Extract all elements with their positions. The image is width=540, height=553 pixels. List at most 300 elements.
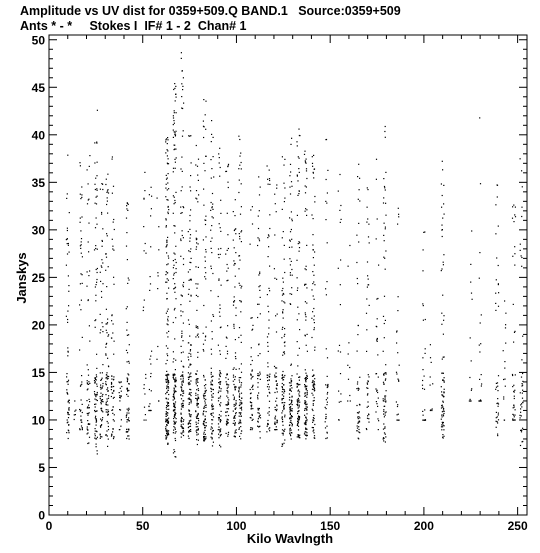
data-point <box>349 245 350 246</box>
data-point <box>226 404 227 405</box>
data-point <box>167 336 168 337</box>
data-point <box>196 246 197 247</box>
data-point <box>495 233 496 234</box>
data-point <box>112 246 113 247</box>
data-point <box>213 397 214 398</box>
data-point <box>503 350 504 351</box>
data-point <box>304 410 305 411</box>
data-point <box>173 267 174 268</box>
data-point <box>239 397 240 398</box>
data-point <box>504 300 505 301</box>
data-point <box>259 273 260 274</box>
data-point <box>143 226 144 227</box>
data-point <box>190 262 191 263</box>
data-point <box>158 249 159 250</box>
data-point <box>106 372 107 373</box>
data-point <box>239 255 240 256</box>
data-point <box>126 350 127 351</box>
data-point <box>218 392 219 393</box>
data-point <box>196 190 197 191</box>
data-point <box>94 380 95 381</box>
data-point <box>198 403 199 404</box>
data-point <box>119 392 120 393</box>
data-point <box>227 351 228 352</box>
data-point <box>313 295 314 296</box>
data-point <box>325 384 326 385</box>
data-point <box>268 234 269 235</box>
data-point <box>267 165 268 166</box>
data-point <box>198 407 199 408</box>
data-point <box>205 434 206 435</box>
data-point <box>174 110 175 111</box>
data-point <box>366 313 367 314</box>
data-point <box>312 380 313 381</box>
data-point <box>356 262 357 263</box>
data-point <box>312 163 313 164</box>
data-point <box>181 190 182 191</box>
data-point <box>67 355 68 356</box>
data-point <box>175 162 176 163</box>
data-point <box>442 401 443 402</box>
data-point <box>238 390 239 391</box>
data-point <box>167 200 168 201</box>
data-point <box>275 367 276 368</box>
data-point <box>472 299 473 300</box>
data-point <box>211 252 212 253</box>
data-point <box>444 214 445 215</box>
data-point <box>276 388 277 389</box>
data-point <box>167 272 168 273</box>
data-point <box>166 219 167 220</box>
data-point <box>292 408 293 409</box>
data-point <box>150 283 151 284</box>
data-point <box>205 261 206 262</box>
data-point <box>105 253 106 254</box>
data-point <box>239 387 240 388</box>
data-point <box>276 367 277 368</box>
data-point <box>284 334 285 335</box>
data-point <box>444 356 445 357</box>
data-point <box>219 445 220 446</box>
data-point <box>182 212 183 213</box>
data-point <box>299 172 300 173</box>
data-point <box>82 274 83 275</box>
data-point <box>250 318 251 319</box>
data-point <box>96 374 97 375</box>
data-point <box>189 392 190 393</box>
data-point <box>313 218 314 219</box>
data-point <box>292 416 293 417</box>
data-point <box>366 298 367 299</box>
data-point <box>94 249 95 250</box>
data-point <box>189 420 190 421</box>
data-point <box>168 263 169 264</box>
data-point <box>126 246 127 247</box>
data-point <box>144 420 145 421</box>
data-point <box>67 351 68 352</box>
data-point <box>276 420 277 421</box>
data-point <box>106 179 107 180</box>
data-point <box>227 422 228 423</box>
data-point <box>165 282 166 283</box>
data-point <box>233 260 234 261</box>
data-point <box>470 337 471 338</box>
data-point <box>327 437 328 438</box>
data-point <box>168 382 169 383</box>
data-point <box>126 429 127 430</box>
data-point <box>111 410 112 411</box>
data-point <box>357 381 358 382</box>
data-point <box>443 264 444 265</box>
data-point <box>313 415 314 416</box>
data-point <box>290 144 291 145</box>
data-point <box>282 209 283 210</box>
data-point <box>291 239 292 240</box>
data-point <box>481 314 482 315</box>
data-point <box>108 411 109 412</box>
data-point <box>284 429 285 430</box>
data-point <box>239 399 240 400</box>
data-point <box>442 434 443 435</box>
data-point <box>291 229 292 230</box>
data-point <box>443 315 444 316</box>
data-point <box>281 412 282 413</box>
data-point <box>96 444 97 445</box>
data-point <box>100 385 101 386</box>
data-point <box>307 334 308 335</box>
data-point <box>235 358 236 359</box>
data-point <box>181 389 182 390</box>
data-point <box>181 331 182 332</box>
data-point <box>443 429 444 430</box>
data-point <box>175 168 176 169</box>
data-point <box>218 254 219 255</box>
data-point <box>205 395 206 396</box>
data-point <box>290 420 291 421</box>
data-point <box>206 156 207 157</box>
data-point <box>96 203 97 204</box>
data-point <box>166 407 167 408</box>
data-point <box>239 412 240 413</box>
data-point <box>220 167 221 168</box>
data-point <box>188 427 189 428</box>
data-point <box>219 414 220 415</box>
data-point <box>95 189 96 190</box>
data-point <box>112 159 113 160</box>
data-point <box>190 426 191 427</box>
data-point <box>168 163 169 164</box>
data-point <box>358 416 359 417</box>
data-point <box>385 215 386 216</box>
data-point <box>211 437 212 438</box>
data-point <box>367 287 368 288</box>
data-point <box>67 393 68 394</box>
data-point <box>384 186 385 187</box>
data-point <box>211 397 212 398</box>
data-point <box>252 376 253 377</box>
data-point <box>212 384 213 385</box>
data-point <box>181 96 182 97</box>
data-point <box>81 375 82 376</box>
data-point <box>167 139 168 140</box>
data-point <box>442 195 443 196</box>
data-point <box>114 414 115 415</box>
data-point <box>175 423 176 424</box>
data-point <box>496 412 497 413</box>
data-point <box>276 376 277 377</box>
data-point <box>82 283 83 284</box>
data-point <box>205 249 206 250</box>
data-point <box>168 380 169 381</box>
data-point <box>304 408 305 409</box>
data-point <box>181 437 182 438</box>
data-point <box>306 287 307 288</box>
data-point <box>240 414 241 415</box>
data-point <box>235 422 236 423</box>
data-point <box>325 421 326 422</box>
data-point <box>127 335 128 336</box>
data-point <box>326 203 327 204</box>
data-point <box>504 420 505 421</box>
data-point <box>234 215 235 216</box>
data-point <box>108 423 109 424</box>
data-point <box>196 422 197 423</box>
data-point <box>205 436 206 437</box>
data-point <box>95 395 96 396</box>
data-point <box>305 320 306 321</box>
data-point <box>168 258 169 259</box>
data-point <box>282 329 283 330</box>
data-point <box>108 266 109 267</box>
data-point <box>284 302 285 303</box>
data-point <box>66 389 67 390</box>
data-point <box>145 420 146 421</box>
data-point <box>443 415 444 416</box>
data-point <box>175 377 176 378</box>
data-point <box>396 373 397 374</box>
data-point <box>441 391 442 392</box>
data-point <box>168 331 169 332</box>
data-point <box>189 376 190 377</box>
data-point <box>235 376 236 377</box>
data-point <box>228 415 229 416</box>
data-point <box>504 361 505 362</box>
data-point <box>219 378 220 379</box>
data-point <box>113 436 114 437</box>
data-point <box>479 400 480 401</box>
data-point <box>398 296 399 297</box>
data-point <box>218 280 219 281</box>
data-point <box>441 426 442 427</box>
data-point <box>174 159 175 160</box>
data-point <box>284 159 285 160</box>
data-point <box>168 423 169 424</box>
data-point <box>211 268 212 269</box>
data-point <box>165 188 166 189</box>
data-point <box>180 304 181 305</box>
data-point <box>235 199 236 200</box>
data-point <box>512 206 513 207</box>
data-point <box>173 361 174 362</box>
data-point <box>520 250 521 251</box>
data-point <box>505 327 506 328</box>
data-point <box>367 415 368 416</box>
data-point <box>203 376 204 377</box>
data-point <box>396 420 397 421</box>
data-point <box>79 304 80 305</box>
data-point <box>95 227 96 228</box>
data-point <box>227 391 228 392</box>
data-point <box>173 421 174 422</box>
data-point <box>198 180 199 181</box>
y-axis-label: Janskys <box>14 252 29 304</box>
data-point <box>87 413 88 414</box>
data-point <box>95 406 96 407</box>
data-point <box>113 428 114 429</box>
data-point <box>149 410 150 411</box>
data-point <box>384 240 385 241</box>
data-point <box>94 410 95 411</box>
data-point <box>251 347 252 348</box>
data-point <box>368 422 369 423</box>
data-point <box>340 373 341 374</box>
data-point <box>67 422 68 423</box>
data-point <box>211 320 212 321</box>
data-point <box>188 359 189 360</box>
data-point <box>168 158 169 159</box>
data-point <box>368 374 369 375</box>
data-point <box>174 427 175 428</box>
data-point <box>166 252 167 253</box>
data-point <box>189 431 190 432</box>
data-point <box>167 319 168 320</box>
data-point <box>100 332 101 333</box>
data-point <box>167 355 168 356</box>
data-point <box>359 411 360 412</box>
data-point <box>359 421 360 422</box>
data-point <box>158 226 159 227</box>
data-point <box>327 402 328 403</box>
data-point <box>105 270 106 271</box>
data-point <box>383 235 384 236</box>
data-point <box>235 389 236 390</box>
data-point <box>97 453 98 454</box>
data-point <box>443 185 444 186</box>
data-point <box>190 251 191 252</box>
data-point <box>443 437 444 438</box>
data-point <box>430 410 431 411</box>
data-point <box>383 411 384 412</box>
data-point <box>173 390 174 391</box>
data-point <box>282 355 283 356</box>
data-point <box>182 374 183 375</box>
data-point <box>68 417 69 418</box>
data-point <box>212 216 213 217</box>
data-point <box>239 436 240 437</box>
data-point <box>233 240 234 241</box>
data-point <box>299 395 300 396</box>
data-point <box>226 271 227 272</box>
data-point <box>181 426 182 427</box>
data-point <box>234 379 235 380</box>
data-point <box>183 393 184 394</box>
data-point <box>203 436 204 437</box>
data-point <box>220 391 221 392</box>
data-point <box>398 208 399 209</box>
data-point <box>225 412 226 413</box>
data-point <box>205 267 206 268</box>
data-point <box>340 259 341 260</box>
data-point <box>151 208 152 209</box>
data-point <box>126 388 127 389</box>
data-point <box>114 420 115 421</box>
data-point <box>68 245 69 246</box>
data-point <box>183 103 184 104</box>
data-point <box>269 407 270 408</box>
data-point <box>512 218 513 219</box>
data-point <box>181 386 182 387</box>
data-point <box>106 204 107 205</box>
data-point <box>366 351 367 352</box>
data-point <box>190 209 191 210</box>
data-point <box>191 402 192 403</box>
data-point <box>102 372 103 373</box>
data-point <box>107 404 108 405</box>
data-point <box>88 183 89 184</box>
data-point <box>385 415 386 416</box>
data-point <box>305 163 306 164</box>
data-point <box>189 229 190 230</box>
data-point <box>313 389 314 390</box>
data-point <box>259 408 260 409</box>
data-point <box>128 390 129 391</box>
data-point <box>480 400 481 401</box>
data-point <box>275 418 276 419</box>
data-point <box>97 272 98 273</box>
data-point <box>240 153 241 154</box>
data-point <box>102 241 103 242</box>
data-point <box>183 366 184 367</box>
data-point <box>100 387 101 388</box>
data-point <box>314 378 315 379</box>
data-point <box>107 391 108 392</box>
data-point <box>218 434 219 435</box>
data-point <box>175 360 176 361</box>
data-point <box>191 414 192 415</box>
data-point <box>102 246 103 247</box>
data-point <box>174 308 175 309</box>
data-point <box>220 227 221 228</box>
data-point <box>422 270 423 271</box>
data-point <box>226 346 227 347</box>
data-point <box>106 404 107 405</box>
data-point <box>211 377 212 378</box>
data-point <box>89 383 90 384</box>
data-point <box>512 375 513 376</box>
data-point <box>377 406 378 407</box>
data-point <box>314 327 315 328</box>
data-point <box>284 415 285 416</box>
data-point <box>175 391 176 392</box>
data-point <box>357 176 358 177</box>
data-point <box>282 377 283 378</box>
data-point <box>106 402 107 403</box>
data-point <box>291 247 292 248</box>
data-point <box>259 413 260 414</box>
data-point <box>175 86 176 87</box>
data-point <box>101 401 102 402</box>
data-point <box>88 442 89 443</box>
